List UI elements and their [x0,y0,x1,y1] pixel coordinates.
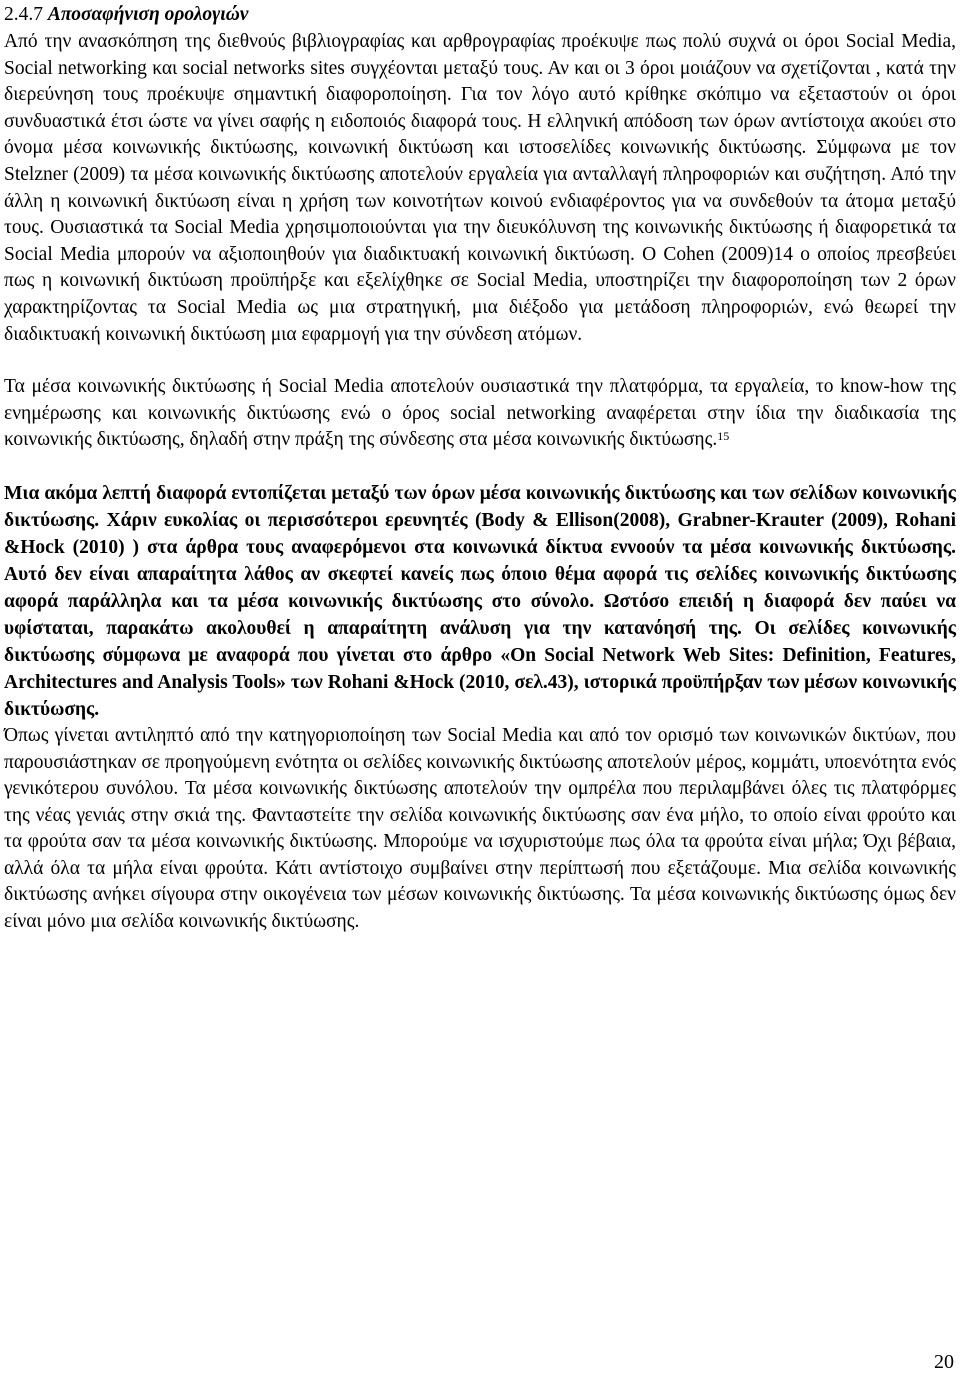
section-heading [4,0,956,28]
section-number: 2.4.7 [4,4,43,25]
page-number: 20 [934,1351,954,1373]
document-page [4,0,956,936]
paragraph-social-media-definition [4,374,956,454]
paragraph-bold-distinction: Μια ακόμα λεπτή διαφορά εντοπίζεται μεταξύ των όρων μέσα κοινωνικής δικτύωσης και των σελίδων κοινωνικής δικτύωσης. Χάριν ευκολίας οι περισσότεροι ερευνητές (Body & Ellison(2008), Grabner-Krauter (2009), Rohani &Hock (2010) ) στα άρθρα τους αναφερόμενοι στα κοινωνικά δίκτυα εννοούν τα μέσα κοινωνικής δικτύωσης. Αυτό δεν είναι απαραίτητα λάθος αν σκεφτεί κανείς πως όποιο θέμα αφορά τις σελίδες κοινωνικής δικτύωσης αφορά παράλληλα και τα μέσα κοινωνικής δικτύωσης στο σύνολο. Ωστόσο επειδή η διαφορά δεν παύει να υφίσταται, παρακάτω ακολουθεί η απαραίτητη ανάλυση για την κατανόησή της. Οι σελίδες κοινωνικής δικτύωσης σύμφωνα με αναφορά που γίνεται στο άρθρο «On Social Network Web Sites: Definition, Features, Architectures and Analysis Tools» των Rohani &Hock (2010, σελ.43), ιστορικά προϋπήρξαν των μέσων κοινωνικής δικτύωσης. [4,482,956,720]
paragraph-social-media-definition-text: Τα μέσα κοινωνικής δικτύωσης ή Social Media αποτελούν ουσιαστικά την πλατφόρμα, τα εργαλεία, το know-how της ενημέρωσης και κοινωνικής δικτύωσης ενώ ο όρος social networking αναφέρεται στην ίδια την διαδικασία της κοινωνικής δικτύωσης, δηλαδή στην πράξη της σύνδεσης στα μέσα κοινωνικής δικτύωσης. [4,376,956,451]
paragraph-apple-analogy: Όπως γίνεται αντιληπτό από την κατηγοριοποίηση των Social Media και από τον ορισμό των κοινωνικών δικτύων, που παρουσιάστηκαν σε προηγούμενη ενότητα οι σελίδες κοινωνικής δικτύωσης αποτελούν μέρος, κομμάτι, υποενότητα ενός γενικότερου συνόλου. Τα μέσα κοινωνικής δικτύωσης αποτελούν την ομπρέλα που περιλαμβάνει όλες τις πλατφόρμες της νέας γενιάς στην σκιά της. Φανταστείτε την σελίδα κοινωνικής δικτύωσης σαν ένα μήλο, το οποίο είναι φρούτο και τα φρούτα σαν τα μέσα κοινωνικής δικτύωσης. Μπορούμε να ισχυριστούμε πως όλα τα φρούτα είναι μήλα; Όχι βέβαια, αλλά όλα τα μήλα είναι φρούτα. Κάτι αντίστοιχο συμβαίνει στην περίπτωσή που εξετάζουμε. Μια σελίδα κοινωνικής δικτύωσης ανήκει σίγουρα στην οικογένεια των μέσων κοινωνικής δικτύωσης. Τα μέσα κοινωνικής δικτύωσης όμως δεν είναι μόνο μια σελίδα κοινωνικής δικτύωσης. [4,724,956,933]
section-title: Αποσαφήνιση ορολογιών [47,4,249,25]
footnote-reference: 15 [717,429,730,444]
paragraph-terminology-overview: Από την ανασκόπηση της διεθνούς βιβλιογραφίας και αρθρογραφίας προέκυψε πως πολύ συχνά οι όροι Social Media, Social networking και social networks sites συγχέονται μεταξύ τους. Αν και οι 3 όροι μοιάζουν να σχετίζονται , κατά την διερεύνηση τους προέκυψε σημαντική διαφοροποίηση. Για τον λόγο αυτό κρίθηκε σκόπιμο να εξεταστούν οι όροι συνδυαστικά έτσι ώστε να γίνει σαφής η ειδοποιός διαφορά τους. Η ελληνική απόδοση των όρων αντίστοιχα ακούει στο όνομα μέσα κοινωνικής δικτύωσης, κοινωνική δικτύωση και ιστοσελίδες κοινωνικής δικτύωσης. Σύμφωνα με τον Stelzner (2009) τα μέσα κοινωνικής δικτύωσης αποτελούν εργαλεία για ανταλλαγή πληροφοριών και συζήτηση. Από την άλλη η κοινωνική δικτύωση είναι η χρήση των κοινοτήτων κοινού ενδιαφέροντος για να συνδεθούν τα άτομα μεταξύ τους. Ουσιαστικά τα Social Media χρησιμοποιούνται για την διευκόλυνση της κοινωνικής δικτύωσης ή διαφορετικά τα Social Media μπορούν να αξιοποιηθούν για διαδικτυακή κοινωνική δικτύωση. Ο Cohen (2009)14 ο οποίος πρεσβεύει πως η κοινωνική δικτύωση προϋπήρξε και εξελίχθηκε σε Social Media, υποστηρίζει την διαφοροποίηση των 2 όρων χαρακτηρίζοντας τα Social Media ως μια στρατηγική, μια διέξοδο για μετάδοση πληροφοριών, ενώ θεωρεί την διαδικτυακή κοινωνική δικτύωση μια εφαρμογή για την σύνδεση ατόμων. [4,31,956,345]
